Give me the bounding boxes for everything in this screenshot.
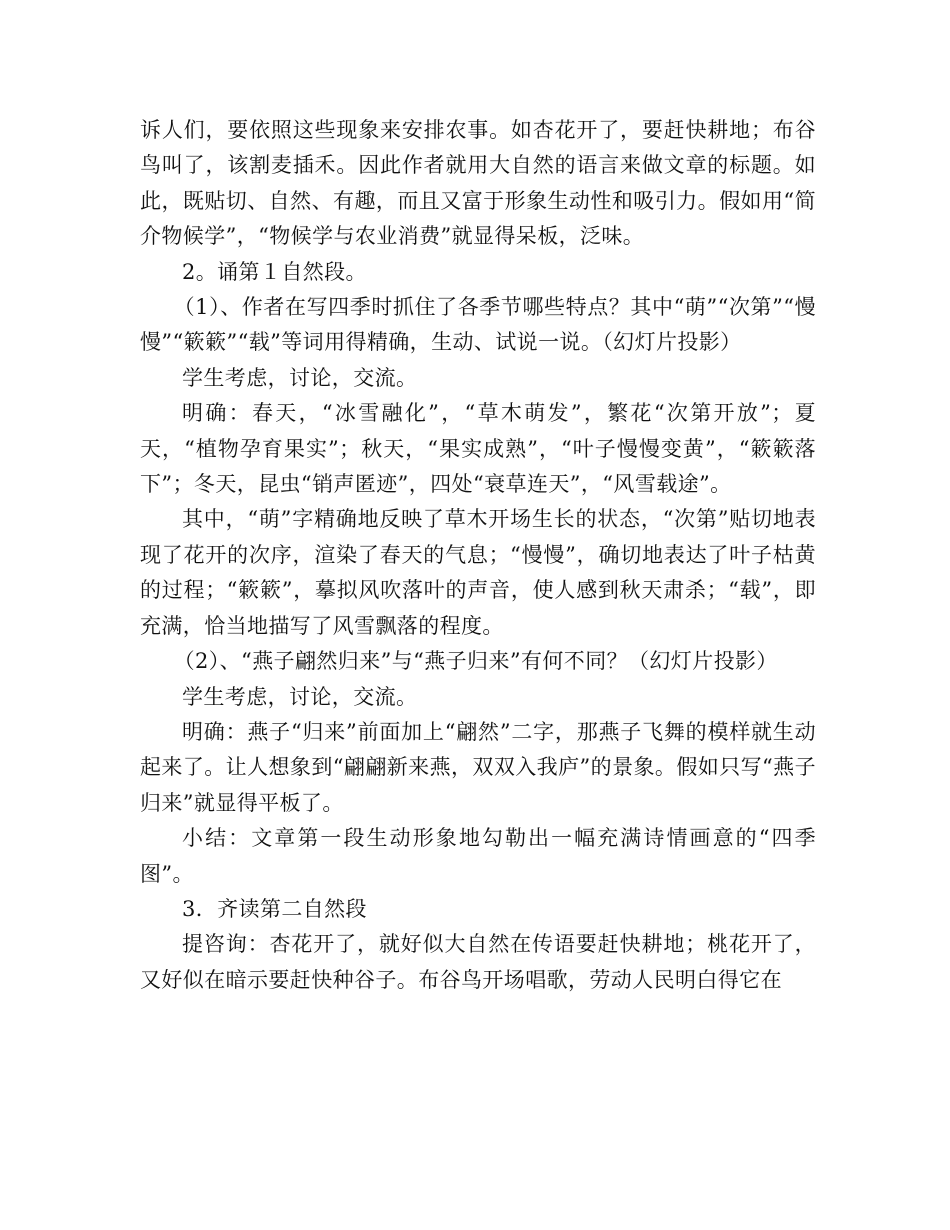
paragraph-student-activity: 学生考虑，讨论，交流。 [182,365,418,390]
paragraph-answer-2: 明确：燕子“归来”前面加上“翩然”二字，那燕子飞舞的模样就生动起来了。让人想象到“翩翩新来燕，双双入我庐”的景象。假如只写“燕子归来”就显得平板了。 [140,719,816,815]
paragraph-answer-1: 明确：春天，“冰雪融化”，“草木萌发”，繁花“次第开放”；夏天，“植物孕育果实”；秋天，“果实成熟”，“叶子慢慢变黄”，“簌簌落下”；冬天，昆虫“销声匿迹”，四处“衰草连天”，“风雪载途”。 [140,401,816,497]
paragraph-analysis: 其中，“萌”字精确地反映了草木开场生长的状态，“次第”贴切地表现了花开的次序，渲染了春天的气息；“慢慢”，确切地表达了叶子枯黄的过程；“簌簌”，摹拟风吹落叶的声音，使人感到秋天肃杀；“载”，即充满，恰当地描写了风雪飘落的程度。 [140,507,816,638]
paragraph-question-1: （1）、作者在写四季时抓住了各季节哪些特点？其中“萌”“次第”“慢慢”“簌簌”“载”等词用得精确，生动、试说一说。（幻灯片投影） [140,295,816,355]
paragraph-step-3-heading: 3．齐读第二自然段 [182,896,367,921]
paragraph-question-2: （2）、“燕子翩然归来”与“燕子归来”有何不同？（幻灯片投影） [173,649,778,674]
paragraph-summary: 小结：文章第一段生动形象地勾勒出一幅充满诗情画意的“四季图”。 [140,826,816,886]
paragraph-question-3: 提咨询：杏花开了，就好似大自然在传语要赶快耕地；桃花开了，又好似在暗示要赶快种谷子。布谷鸟开场唱歌，劳动人民明白得它在 [140,932,816,992]
paragraph-continuation: 诉人们，要依照这些现象来安排农事。如杏花开了，要赶快耕地；布谷鸟叫了，该割麦插禾。因此作者就用大自然的语言来做文章的标题。如此，既贴切、自然、有趣，而且又富于形象生动性和吸引力。假如用“简介物候学”，“物候学与农业消费”就显得呆板，泛味。 [140,118,816,249]
document-body [140,113,816,998]
paragraph-student-activity-2: 学生考虑，讨论，交流。 [182,684,418,709]
paragraph-step-2-heading: 2。诵第１自然段。 [182,259,367,284]
